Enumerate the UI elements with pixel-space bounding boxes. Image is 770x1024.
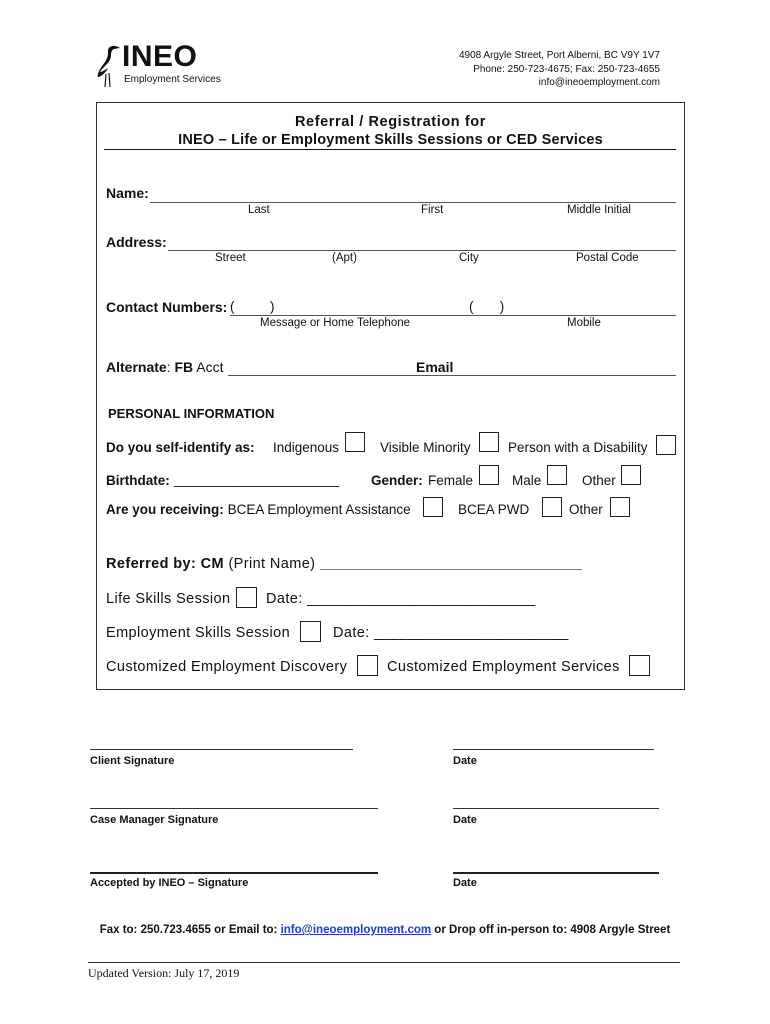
case-manager-date-line[interactable]: [453, 808, 659, 809]
bcea-pwd-checkbox[interactable]: [542, 497, 562, 517]
life-skills-checkbox[interactable]: [236, 587, 257, 608]
receiving-other-label: Other: [569, 502, 603, 517]
address-sub-postal: Postal Code: [576, 252, 639, 264]
contact-numbers-label: Contact Numbers:: [106, 299, 228, 315]
receiving-label: Are you receiving:: [106, 502, 224, 517]
receiving-pwd-label: BCEA PWD: [458, 502, 530, 517]
life-skills-date-field[interactable]: Date: ___________________________: [266, 591, 536, 607]
referred-by-field[interactable]: _______________________________: [319, 556, 583, 572]
home-paren-open: (: [230, 299, 235, 314]
accepted-signature-label: Accepted by INEO – Signature: [90, 877, 249, 889]
accepted-signature-line[interactable]: [90, 872, 378, 874]
contact-sub-home: Message or Home Telephone: [260, 317, 411, 329]
visible-minority-checkbox[interactable]: [479, 432, 499, 452]
name-sub-first: First: [421, 204, 444, 216]
contact-block: [459, 49, 660, 90]
ced-services-label: Customized Employment Services: [387, 659, 620, 675]
alternate-field[interactable]: [228, 375, 676, 376]
ced-services-checkbox[interactable]: [629, 655, 650, 676]
receiving-bcea-label: BCEA Employment Assistance: [227, 502, 411, 517]
gender-label: Gender:: [371, 473, 423, 488]
mobile-parens: ( ): [469, 299, 505, 314]
footer-suffix: or Drop off in-person to: 4908 Argyle Street: [431, 924, 671, 936]
home-paren-close: ): [270, 299, 275, 314]
gender-female-label: Female: [428, 473, 474, 488]
life-skills-label: Life Skills Session: [106, 591, 231, 607]
gender-male-checkbox[interactable]: [547, 465, 567, 485]
identify-disability-label: Person with a Disability: [508, 440, 648, 455]
accepted-date-label: Date: [453, 877, 477, 889]
form-title-line2: INEO – Life or Employment Skills Sessions or CED Services: [178, 132, 603, 148]
name-sub-last: Last: [248, 204, 270, 216]
gender-other-checkbox[interactable]: [621, 465, 641, 485]
employment-skills-checkbox[interactable]: [300, 621, 321, 642]
heron-logo-icon: [96, 44, 122, 88]
name-label: Name:: [106, 185, 149, 201]
form-title-line1: Referral / Registration for: [294, 114, 487, 130]
birthdate-field[interactable]: ______________________: [174, 472, 340, 487]
identify-indigenous-label: Indigenous: [273, 440, 340, 455]
footer-divider: [88, 962, 680, 963]
fb-label: FB: [174, 359, 194, 375]
contact-phone-fax: Phone: 250-723-4675; Fax: 250-723-4655: [473, 63, 660, 75]
footer-prefix: Fax to: 250.723.4655 or Email to:: [99, 924, 281, 936]
identify-label: Do you self-identify as:: [106, 440, 255, 455]
alternate-label: Alternate: [106, 359, 167, 375]
birthdate-label: Birthdate:: [106, 473, 170, 488]
email-label: Email: [416, 359, 454, 375]
contact-email: info@ineoemployment.com: [538, 77, 660, 88]
identify-minority-label: Visible Minority: [380, 440, 471, 455]
address-field[interactable]: [168, 250, 676, 251]
contact-sub-mobile: Mobile: [567, 317, 601, 329]
version-label: Updated Version: July 17, 2019: [88, 966, 240, 980]
client-date-label: Date: [453, 755, 477, 767]
client-date-line[interactable]: [453, 749, 654, 750]
receiving-other-checkbox[interactable]: [610, 497, 630, 517]
alternate-colon: :: [166, 359, 171, 375]
referred-by-label: Referred by: CM: [106, 556, 224, 572]
title-divider: [104, 149, 676, 150]
disability-checkbox[interactable]: [656, 435, 676, 455]
address-sub-street: Street: [215, 252, 246, 264]
logo-subtitle: Employment Services: [124, 74, 221, 85]
employment-skills-date-field[interactable]: Date: _______________________: [333, 625, 569, 641]
name-sub-middle: Middle Initial: [567, 204, 631, 216]
logo-wordmark: INEO: [122, 40, 198, 73]
referred-by-row: [106, 556, 582, 572]
submission-instructions: [0, 924, 770, 936]
footer-email-link[interactable]: info@ineoemployment.com: [280, 924, 432, 936]
alternate-row: [106, 359, 224, 375]
gender-female-checkbox[interactable]: [479, 465, 499, 485]
address-label: Address:: [106, 234, 167, 250]
address-sub-city: City: [459, 252, 479, 264]
receiving-row: [106, 502, 411, 517]
personal-info-heading: PERSONAL INFORMATION: [108, 406, 275, 421]
client-signature-line[interactable]: [90, 749, 353, 750]
fb-acct-label: Acct: [196, 359, 224, 375]
address-sub-apt: (Apt): [332, 252, 357, 264]
case-manager-signature-line[interactable]: [90, 808, 378, 809]
case-manager-signature-label: Case Manager Signature: [90, 814, 219, 826]
contact-address: 4908 Argyle Street, Port Alberni, BC V9Y 1V7: [458, 50, 660, 61]
employment-skills-label: Employment Skills Session: [106, 625, 291, 641]
indigenous-checkbox[interactable]: [345, 432, 365, 452]
name-field[interactable]: [150, 202, 676, 203]
accepted-date-line[interactable]: [453, 872, 659, 874]
gender-male-label: Male: [512, 473, 542, 488]
client-signature-label: Client Signature: [90, 755, 175, 767]
ced-discovery-label: Customized Employment Discovery: [106, 659, 348, 675]
gender-other-label: Other: [582, 473, 616, 488]
case-manager-date-label: Date: [453, 814, 477, 826]
ced-discovery-checkbox[interactable]: [357, 655, 378, 676]
bcea-employment-checkbox[interactable]: [423, 497, 443, 517]
contact-numbers-field[interactable]: [230, 315, 676, 316]
referred-print-label: (Print Name): [228, 556, 316, 572]
